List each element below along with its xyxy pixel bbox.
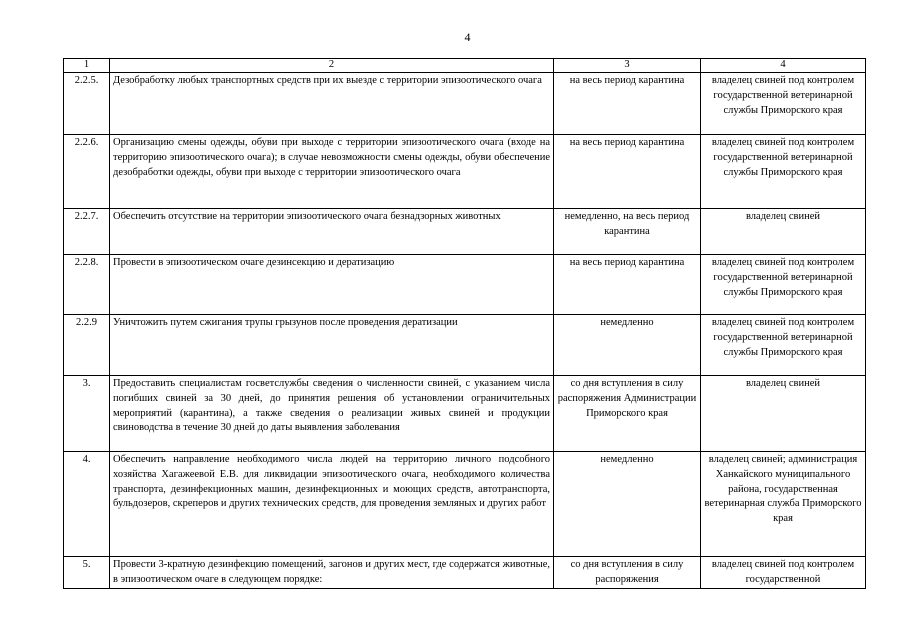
row-term: со дня вступления в силу распоряжения bbox=[554, 557, 701, 589]
row-term: немедленно bbox=[554, 452, 701, 557]
row-number: 2.2.9 bbox=[64, 315, 110, 376]
table-row bbox=[64, 209, 866, 255]
table-row bbox=[64, 135, 866, 209]
row-measure: Провести в эпизоотическом очаге дезинсекцию и дератизацию bbox=[110, 255, 554, 315]
table-header-row bbox=[64, 59, 866, 73]
measures-table bbox=[63, 58, 866, 589]
page-number: 4 bbox=[464, 30, 471, 44]
row-measure: Обеспечить направление необходимого числа людей на территорию личного подсобного хозяйства Хагажеевой Е.В. для ликвидации эпизоотического очага, необходимого количества транспорта, дезинфекционных машин, дезинфекционных и моющих средств, автотранспорта, бульдозеров, скреперов и других технических средств, для проведения земляных и других работ bbox=[110, 452, 554, 557]
row-measure: Провести 3-кратную дезинфекцию помещений, загонов и других мест, где содержатся животные, в эпизоотическом очаге в следующем порядке: bbox=[110, 557, 554, 589]
row-responsible: владелец свиней bbox=[701, 209, 866, 255]
row-term: на весь период карантина bbox=[554, 73, 701, 135]
table-row bbox=[64, 73, 866, 135]
row-number: 2.2.8. bbox=[64, 255, 110, 315]
row-responsible: владелец свиней под контролем государственной bbox=[701, 557, 866, 589]
header-col-1: 1 bbox=[64, 59, 110, 73]
row-number: 4. bbox=[64, 452, 110, 557]
row-term: на весь период карантина bbox=[554, 135, 701, 209]
row-measure: Обеспечить отсутствие на территории эпизоотического очага безнадзорных животных bbox=[110, 209, 554, 255]
row-responsible: владелец свиней под контролем государственной ветеринарной службы Приморского края bbox=[701, 255, 866, 315]
row-number: 2.2.5. bbox=[64, 73, 110, 135]
row-term: на весь период карантина bbox=[554, 255, 701, 315]
row-term: немедленно, на весь период карантина bbox=[554, 209, 701, 255]
row-number: 2.2.7. bbox=[64, 209, 110, 255]
row-measure: Предоставить специалистам госветслужбы сведения о численности свиней, с указанием числа погибших свиней за 30 дней, до принятия решения об установлении ограничительных мероприятий (карантина), а также сведения о реализации живых свиней и продукции свиноводства в течение 30 дней до даты выявления заболевания bbox=[110, 376, 554, 452]
row-number: 3. bbox=[64, 376, 110, 452]
row-responsible: владелец свиней; администрация Ханкайского муниципального района, государственная ветеринарная служба Приморского края bbox=[701, 452, 866, 557]
row-measure: Дезобработку любых транспортных средств при их выезде с территории эпизоотического очага bbox=[110, 73, 554, 135]
row-term: со дня вступления в силу распоряжения Администрации Приморского края bbox=[554, 376, 701, 452]
row-responsible: владелец свиней под контролем государственной ветеринарной службы Приморского края bbox=[701, 73, 866, 135]
table-row bbox=[64, 315, 866, 376]
table-row bbox=[64, 557, 866, 589]
header-col-3: 3 bbox=[554, 59, 701, 73]
header-col-2: 2 bbox=[110, 59, 554, 73]
row-term: немедленно bbox=[554, 315, 701, 376]
row-number: 2.2.6. bbox=[64, 135, 110, 209]
table-row bbox=[64, 452, 866, 557]
header-col-4: 4 bbox=[701, 59, 866, 73]
table-row bbox=[64, 255, 866, 315]
table-row bbox=[64, 376, 866, 452]
row-number: 5. bbox=[64, 557, 110, 589]
row-responsible: владелец свиней под контролем государственной ветеринарной службы Приморского края bbox=[701, 315, 866, 376]
row-measure: Организацию смены одежды, обуви при выходе с территории эпизоотического очага (входе на территорию эпизоотического очага); в случае невозможности смены одежды, обуви обеспечение дезобработки одежды, обуви при выходе с территории эпизоотического очага bbox=[110, 135, 554, 209]
row-responsible: владелец свиней bbox=[701, 376, 866, 452]
row-responsible: владелец свиней под контролем государственной ветеринарной службы Приморского края bbox=[701, 135, 866, 209]
row-measure: Уничтожить путем сжигания трупы грызунов после проведения дератизации bbox=[110, 315, 554, 376]
